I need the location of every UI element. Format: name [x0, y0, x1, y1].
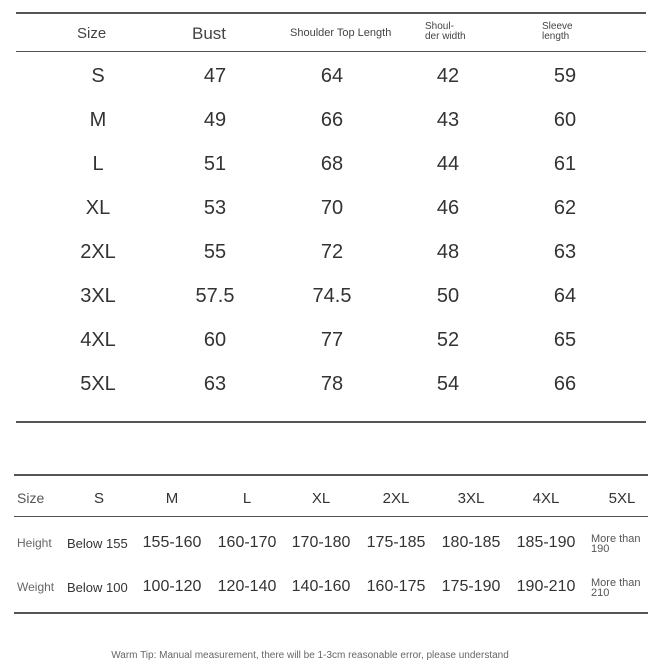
size-chart-body [16, 56, 646, 408]
table1-bottom-rule [16, 421, 646, 423]
size-chart-header [16, 18, 646, 50]
cell-sleeve-length: 62 [553, 197, 577, 219]
cell-size: 2XL [80, 241, 116, 263]
header-sleeve-length-line2: length [542, 31, 570, 42]
cell-sleeve-length: 66 [553, 373, 577, 395]
table-row [16, 144, 646, 188]
cell-height: 185-190 [516, 534, 576, 551]
cell-bust: 60 [203, 329, 227, 351]
warm-tip: Warm Tip: Manual measurement, there will be 1-3cm reasonable error, please understand [111, 650, 509, 661]
fit-chart [14, 476, 648, 516]
cell-bust: 63 [203, 373, 227, 395]
fit-size-s: S [93, 490, 104, 507]
cell-shoulder-width: 44 [436, 153, 460, 175]
cell-size: 5XL [80, 373, 116, 395]
cell-weight: 175-190 [441, 578, 501, 595]
header-shoulder-width [425, 22, 466, 42]
cell-shoulder-top-length: 70 [320, 197, 344, 219]
cell-shoulder-width: 52 [436, 329, 460, 351]
cell-height: 175-185 [366, 534, 426, 551]
cell-sleeve-length: 65 [553, 329, 577, 351]
cell-shoulder-width: 42 [436, 65, 460, 87]
cell-bust: 55 [203, 241, 227, 263]
cell-height: 155-160 [142, 534, 202, 551]
table-row [16, 56, 646, 100]
cell-sleeve-length: 64 [553, 285, 577, 307]
table1-header-rule [16, 51, 646, 52]
header-size: Size [77, 25, 107, 42]
fit-size-3xl: 3XL [457, 490, 485, 507]
cell-height: 180-185 [441, 534, 501, 551]
table2-header-rule [14, 516, 648, 517]
cell-shoulder-top-length: 78 [320, 373, 344, 395]
cell-sleeve-length: 59 [553, 65, 577, 87]
cell-weight: 190-210 [516, 578, 576, 595]
cell-size: XL [85, 197, 111, 219]
fit-size-4xl: 4XL [532, 490, 560, 507]
cell-height [591, 534, 649, 554]
table-row [16, 188, 646, 232]
header-sleeve-length [542, 22, 573, 42]
cell-height-line1: More than [591, 533, 641, 545]
header-shoulder-top-length: Shoulder Top Length [290, 27, 392, 39]
cell-shoulder-top-length: 66 [320, 109, 344, 131]
header-sleeve-length-line1: Sleeve [542, 21, 573, 32]
cell-shoulder-width: 43 [436, 109, 460, 131]
table1-top-rule [16, 12, 646, 14]
fit-header-size: Size [17, 490, 45, 506]
cell-size: L [92, 153, 104, 175]
cell-size: 4XL [80, 329, 116, 351]
fit-chart-body [14, 518, 648, 606]
header-shoulder-width-line2: der width [425, 31, 466, 42]
cell-shoulder-top-length: 77 [320, 329, 344, 351]
cell-weight-line2: 210 [591, 587, 610, 599]
cell-height: 160-170 [217, 534, 277, 551]
cell-bust: 47 [203, 65, 227, 87]
cell-shoulder-top-length: 74.5 [312, 285, 352, 307]
cell-sleeve-length: 61 [553, 153, 577, 175]
cell-size: M [89, 109, 107, 131]
cell-shoulder-top-length: 72 [320, 241, 344, 263]
row-label-weight: Weight [17, 580, 55, 594]
table-row [16, 276, 646, 320]
table-row [14, 562, 648, 606]
cell-shoulder-top-length: 64 [320, 65, 344, 87]
cell-weight: 100-120 [142, 578, 202, 595]
cell-bust: 57.5 [195, 285, 235, 307]
table-row [14, 518, 648, 562]
fit-size-l: L [242, 490, 252, 507]
table-row [16, 232, 646, 276]
cell-weight: 120-140 [217, 578, 277, 595]
cell-height: Below 155 [67, 536, 128, 551]
cell-height-line2: 190 [591, 543, 610, 555]
header-bust: Bust [192, 24, 227, 43]
table-row [16, 364, 646, 408]
header-shoulder-width-line1: Shoul- [425, 21, 454, 32]
table-row [16, 100, 646, 144]
cell-sleeve-length: 60 [553, 109, 577, 131]
row-label-height: Height [17, 536, 52, 550]
fit-size-m: M [165, 490, 179, 507]
cell-size: S [91, 65, 105, 87]
cell-bust: 53 [203, 197, 227, 219]
cell-height: 170-180 [291, 534, 351, 551]
cell-sleeve-length: 63 [553, 241, 577, 263]
cell-shoulder-top-length: 68 [320, 153, 344, 175]
fit-size-5xl: 5XL [608, 490, 636, 507]
fit-chart-header [14, 476, 648, 516]
cell-bust: 49 [203, 109, 227, 131]
cell-shoulder-width: 46 [436, 197, 460, 219]
cell-weight [591, 578, 649, 598]
cell-shoulder-width: 48 [436, 241, 460, 263]
cell-weight: 140-160 [291, 578, 351, 595]
cell-shoulder-width: 54 [436, 373, 460, 395]
cell-weight: Below 100 [67, 580, 128, 595]
cell-weight-line1: More than [591, 577, 641, 589]
fit-size-xl: XL [311, 490, 331, 507]
cell-size: 3XL [80, 285, 116, 307]
cell-bust: 51 [203, 153, 227, 175]
cell-shoulder-width: 50 [436, 285, 460, 307]
table2-bottom-rule [14, 612, 648, 614]
table-row [16, 320, 646, 364]
fit-size-2xl: 2XL [382, 490, 410, 507]
cell-weight: 160-175 [366, 578, 426, 595]
